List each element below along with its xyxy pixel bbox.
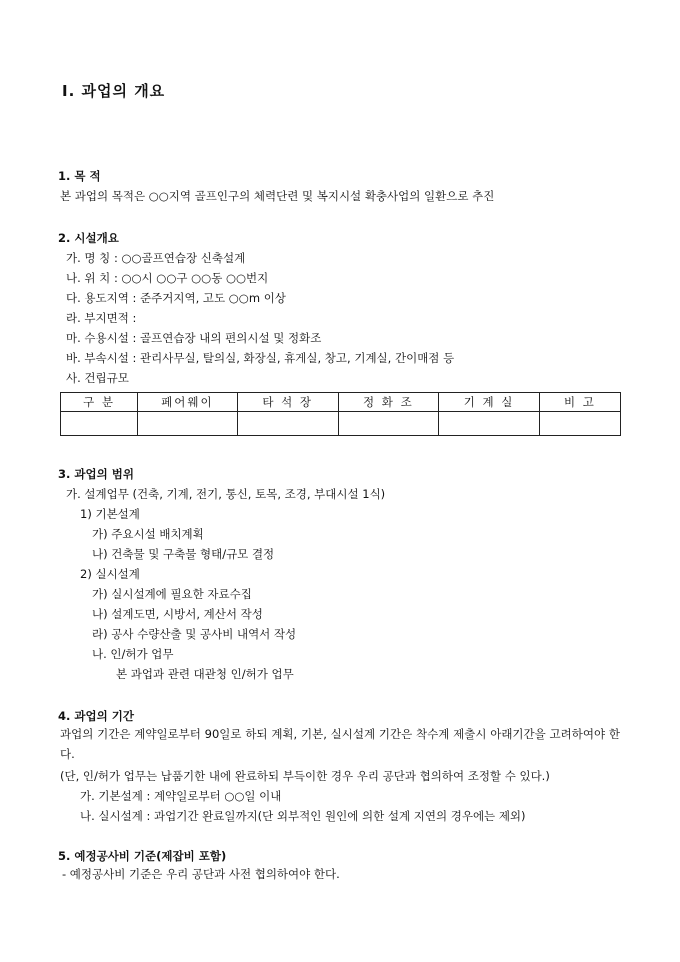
scope-item: 나) 건축물 및 구축물 형태/규모 결정 bbox=[92, 547, 275, 561]
table-header-row bbox=[61, 393, 621, 412]
table-header-cell: 타 석 장 bbox=[237, 393, 338, 412]
scope-item: 본 과업과 관련 대관청 인/허가 업무 bbox=[116, 667, 294, 681]
period-paragraph: 과업의 기간은 계약일로부터 90일로 하되 계획, 기본, 실시설계 기간은 착수계 제출시 아래기간을 고려하여야 한다. bbox=[60, 727, 620, 761]
table-cell bbox=[61, 412, 138, 436]
table-header-cell: 비 고 bbox=[539, 393, 620, 412]
building-scale-table bbox=[60, 392, 621, 436]
period-item: 나. 실시설계 : 과업기간 완료일까지(단 외부적인 원인에 의한 설계 지연의 경우에는 제외) bbox=[80, 809, 526, 823]
facility-item: 사. 건립규모 bbox=[66, 371, 129, 385]
scope-item: 가) 실시설계에 필요한 자료수집 bbox=[92, 587, 252, 601]
table-cell bbox=[539, 412, 620, 436]
section-1-heading: 1. 목 적 bbox=[58, 169, 101, 183]
period-item: 가. 기본설계 : 계약일로부터 ○○일 이내 bbox=[80, 789, 282, 803]
section-5-heading: 5. 예정공사비 기준(제잡비 포함) bbox=[58, 849, 227, 863]
scope-item: 라) 공사 수량산출 및 공사비 내역서 작성 bbox=[92, 627, 297, 641]
table-cell bbox=[237, 412, 338, 436]
scope-item: 나. 인/허가 업무 bbox=[92, 647, 174, 661]
scope-item: 가) 주요시설 배치계획 bbox=[92, 527, 204, 541]
scope-item: 나) 설계도면, 시방서, 계산서 작성 bbox=[92, 607, 263, 621]
table-cell bbox=[138, 412, 238, 436]
scope-item: 가. 설계업무 (건축, 기계, 전기, 통신, 토목, 조경, 부대시설 1식) bbox=[66, 487, 386, 501]
section-1-text: 본 과업의 목적은 ○○지역 골프인구의 체력단련 및 복지시설 확충사업의 일환으로 추진 bbox=[60, 189, 495, 203]
section-4-heading: 4. 과업의 기간 bbox=[58, 709, 134, 723]
facility-item: 마. 수용시설 : 골프연습장 내의 편의시설 및 정화조 bbox=[66, 331, 322, 345]
table-header-cell: 기 계 실 bbox=[439, 393, 540, 412]
facility-item: 바. 부속시설 : 관리사무실, 탈의실, 화장실, 휴게실, 창고, 기계실, 간이매점 등 bbox=[66, 351, 455, 365]
table-header-cell: 구 분 bbox=[61, 393, 138, 412]
document-title: Ⅰ. 과업의 개요 bbox=[62, 82, 166, 100]
table-cell bbox=[338, 412, 439, 436]
table-header-cell: 정 화 조 bbox=[338, 393, 439, 412]
scope-item: 2) 실시설계 bbox=[80, 567, 140, 581]
table-header-cell: 페어웨이 bbox=[138, 393, 238, 412]
section-5-text: - 예정공사비 기준은 우리 공단과 사전 협의하여야 한다. bbox=[62, 867, 340, 881]
facility-item: 라. 부지면적 : bbox=[66, 311, 137, 325]
table-cell bbox=[439, 412, 540, 436]
scope-item: 1) 기본설계 bbox=[80, 507, 140, 521]
table-row bbox=[61, 412, 621, 436]
section-3-heading: 3. 과업의 범위 bbox=[58, 467, 134, 481]
facility-item: 다. 용도지역 : 준주거지역, 고도 ○○m 이상 bbox=[66, 291, 286, 305]
period-note: (단, 인/허가 업무는 납품기한 내에 완료하되 부득이한 경우 우리 공단과 협의하여 조정할 수 있다.) bbox=[60, 769, 550, 783]
section-2-heading: 2. 시설개요 bbox=[58, 231, 119, 245]
facility-item: 나. 위 치 : ○○시 ○○구 ○○동 ○○번지 bbox=[66, 271, 269, 285]
facility-item: 가. 명 칭 : ○○골프연습장 신축설계 bbox=[66, 251, 246, 265]
